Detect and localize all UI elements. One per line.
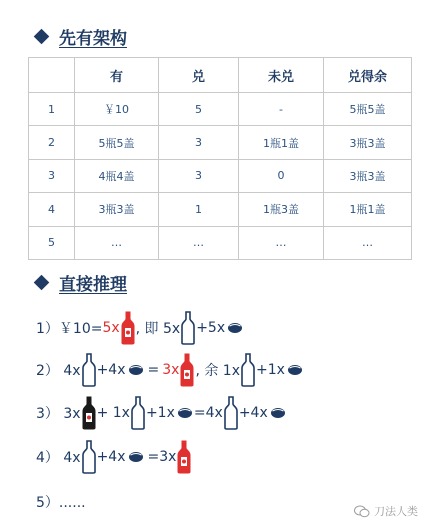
table-cell: 3 xyxy=(29,159,75,192)
table-cell: 4瓶4盖 xyxy=(75,159,159,192)
table-cell: ￥10 xyxy=(75,93,159,126)
header-cell: 未兑 xyxy=(239,58,324,93)
table-cell: 1 xyxy=(159,193,239,226)
table-cell: - xyxy=(239,93,324,126)
step-text: 3） 3x xyxy=(36,406,81,422)
full-bottle-icon xyxy=(82,396,96,430)
step-text: 5）...... xyxy=(36,495,86,511)
diamond-bullet-icon xyxy=(34,275,50,291)
table-cell: 2 xyxy=(29,126,75,159)
section-title: 先有架构 xyxy=(59,29,127,49)
step-text: 4） 4x xyxy=(36,450,81,466)
exchange-table xyxy=(28,57,412,260)
step-red-text: 5x xyxy=(102,320,120,336)
table-cell: 5 xyxy=(29,226,75,259)
watermark-text: 刀法人类 xyxy=(374,505,418,518)
table-cell: 1 xyxy=(29,93,75,126)
wechat-icon xyxy=(354,505,370,518)
table-cell: … xyxy=(159,226,239,259)
step-text: =4x xyxy=(193,405,223,421)
step-text: +4x xyxy=(96,362,126,378)
table-row xyxy=(29,226,412,259)
empty-bottle-icon xyxy=(131,396,145,430)
table-cell: … xyxy=(324,226,412,259)
header-cell xyxy=(29,58,75,93)
section-title: 直接推理 xyxy=(59,275,127,295)
bottle-cap-icon xyxy=(287,364,303,376)
header-cell: 有 xyxy=(75,58,159,93)
table-cell: 3瓶3盖 xyxy=(324,159,412,192)
table-row xyxy=(29,193,412,226)
table-cell: 0 xyxy=(239,159,324,192)
bottle-cap-icon xyxy=(177,407,193,419)
step-text: +5x xyxy=(196,320,226,336)
step-text: 1）￥10= xyxy=(36,321,103,337)
bottle-cap-icon xyxy=(270,407,286,419)
bottle-cap-icon xyxy=(128,364,144,376)
step-text: + 1x xyxy=(96,405,130,421)
red-bottle-icon xyxy=(121,311,135,345)
step-red-text: 3x xyxy=(162,362,180,378)
table-cell: 1瓶1盖 xyxy=(239,126,324,159)
step-text: 2） 4x xyxy=(36,363,81,379)
table-cell: 3瓶3盖 xyxy=(324,126,412,159)
section-heading-architecture xyxy=(36,24,127,49)
table-cell: 5 xyxy=(159,93,239,126)
table-cell: … xyxy=(75,226,159,259)
empty-bottle-icon xyxy=(241,353,255,387)
step-text: , 余 1x xyxy=(195,363,240,379)
section-heading-reasoning xyxy=(36,270,127,295)
step-text: +1x xyxy=(145,405,175,421)
diamond-bullet-icon xyxy=(34,29,50,45)
reasoning-step-1 xyxy=(36,311,244,345)
table-cell: 3 xyxy=(159,159,239,192)
bottle-cap-icon xyxy=(227,322,243,334)
header-cell: 兑 xyxy=(159,58,239,93)
step-text: =3x xyxy=(147,449,177,465)
table-cell: 1瓶1盖 xyxy=(324,193,412,226)
reasoning-step-5 xyxy=(36,492,86,512)
reasoning-step-4 xyxy=(36,440,192,474)
empty-bottle-icon xyxy=(82,440,96,474)
watermark xyxy=(354,503,418,519)
table-cell: 3 xyxy=(159,126,239,159)
table-row xyxy=(29,93,412,126)
red-bottle-icon xyxy=(177,440,191,474)
table-row xyxy=(29,159,412,192)
table-cell: 3瓶3盖 xyxy=(75,193,159,226)
step-text: +1x xyxy=(255,362,285,378)
empty-bottle-icon xyxy=(181,311,195,345)
step-text: +4x xyxy=(96,449,126,465)
table-header-row xyxy=(29,58,412,93)
empty-bottle-icon xyxy=(224,396,238,430)
reasoning-step-2 xyxy=(36,353,304,387)
bottle-cap-icon xyxy=(128,451,144,463)
table-row xyxy=(29,126,412,159)
step-text: +4x xyxy=(238,405,268,421)
table-cell: 5瓶5盖 xyxy=(324,93,412,126)
reasoning-step-3 xyxy=(36,396,287,430)
step-text: , 即 5x xyxy=(135,321,181,337)
table-cell: 1瓶3盖 xyxy=(239,193,324,226)
header-cell: 兑得余 xyxy=(324,58,412,93)
table-cell: 4 xyxy=(29,193,75,226)
table-cell: 5瓶5盖 xyxy=(75,126,159,159)
red-bottle-icon xyxy=(180,353,194,387)
step-text: = xyxy=(147,362,160,378)
table-cell: … xyxy=(239,226,324,259)
empty-bottle-icon xyxy=(82,353,96,387)
